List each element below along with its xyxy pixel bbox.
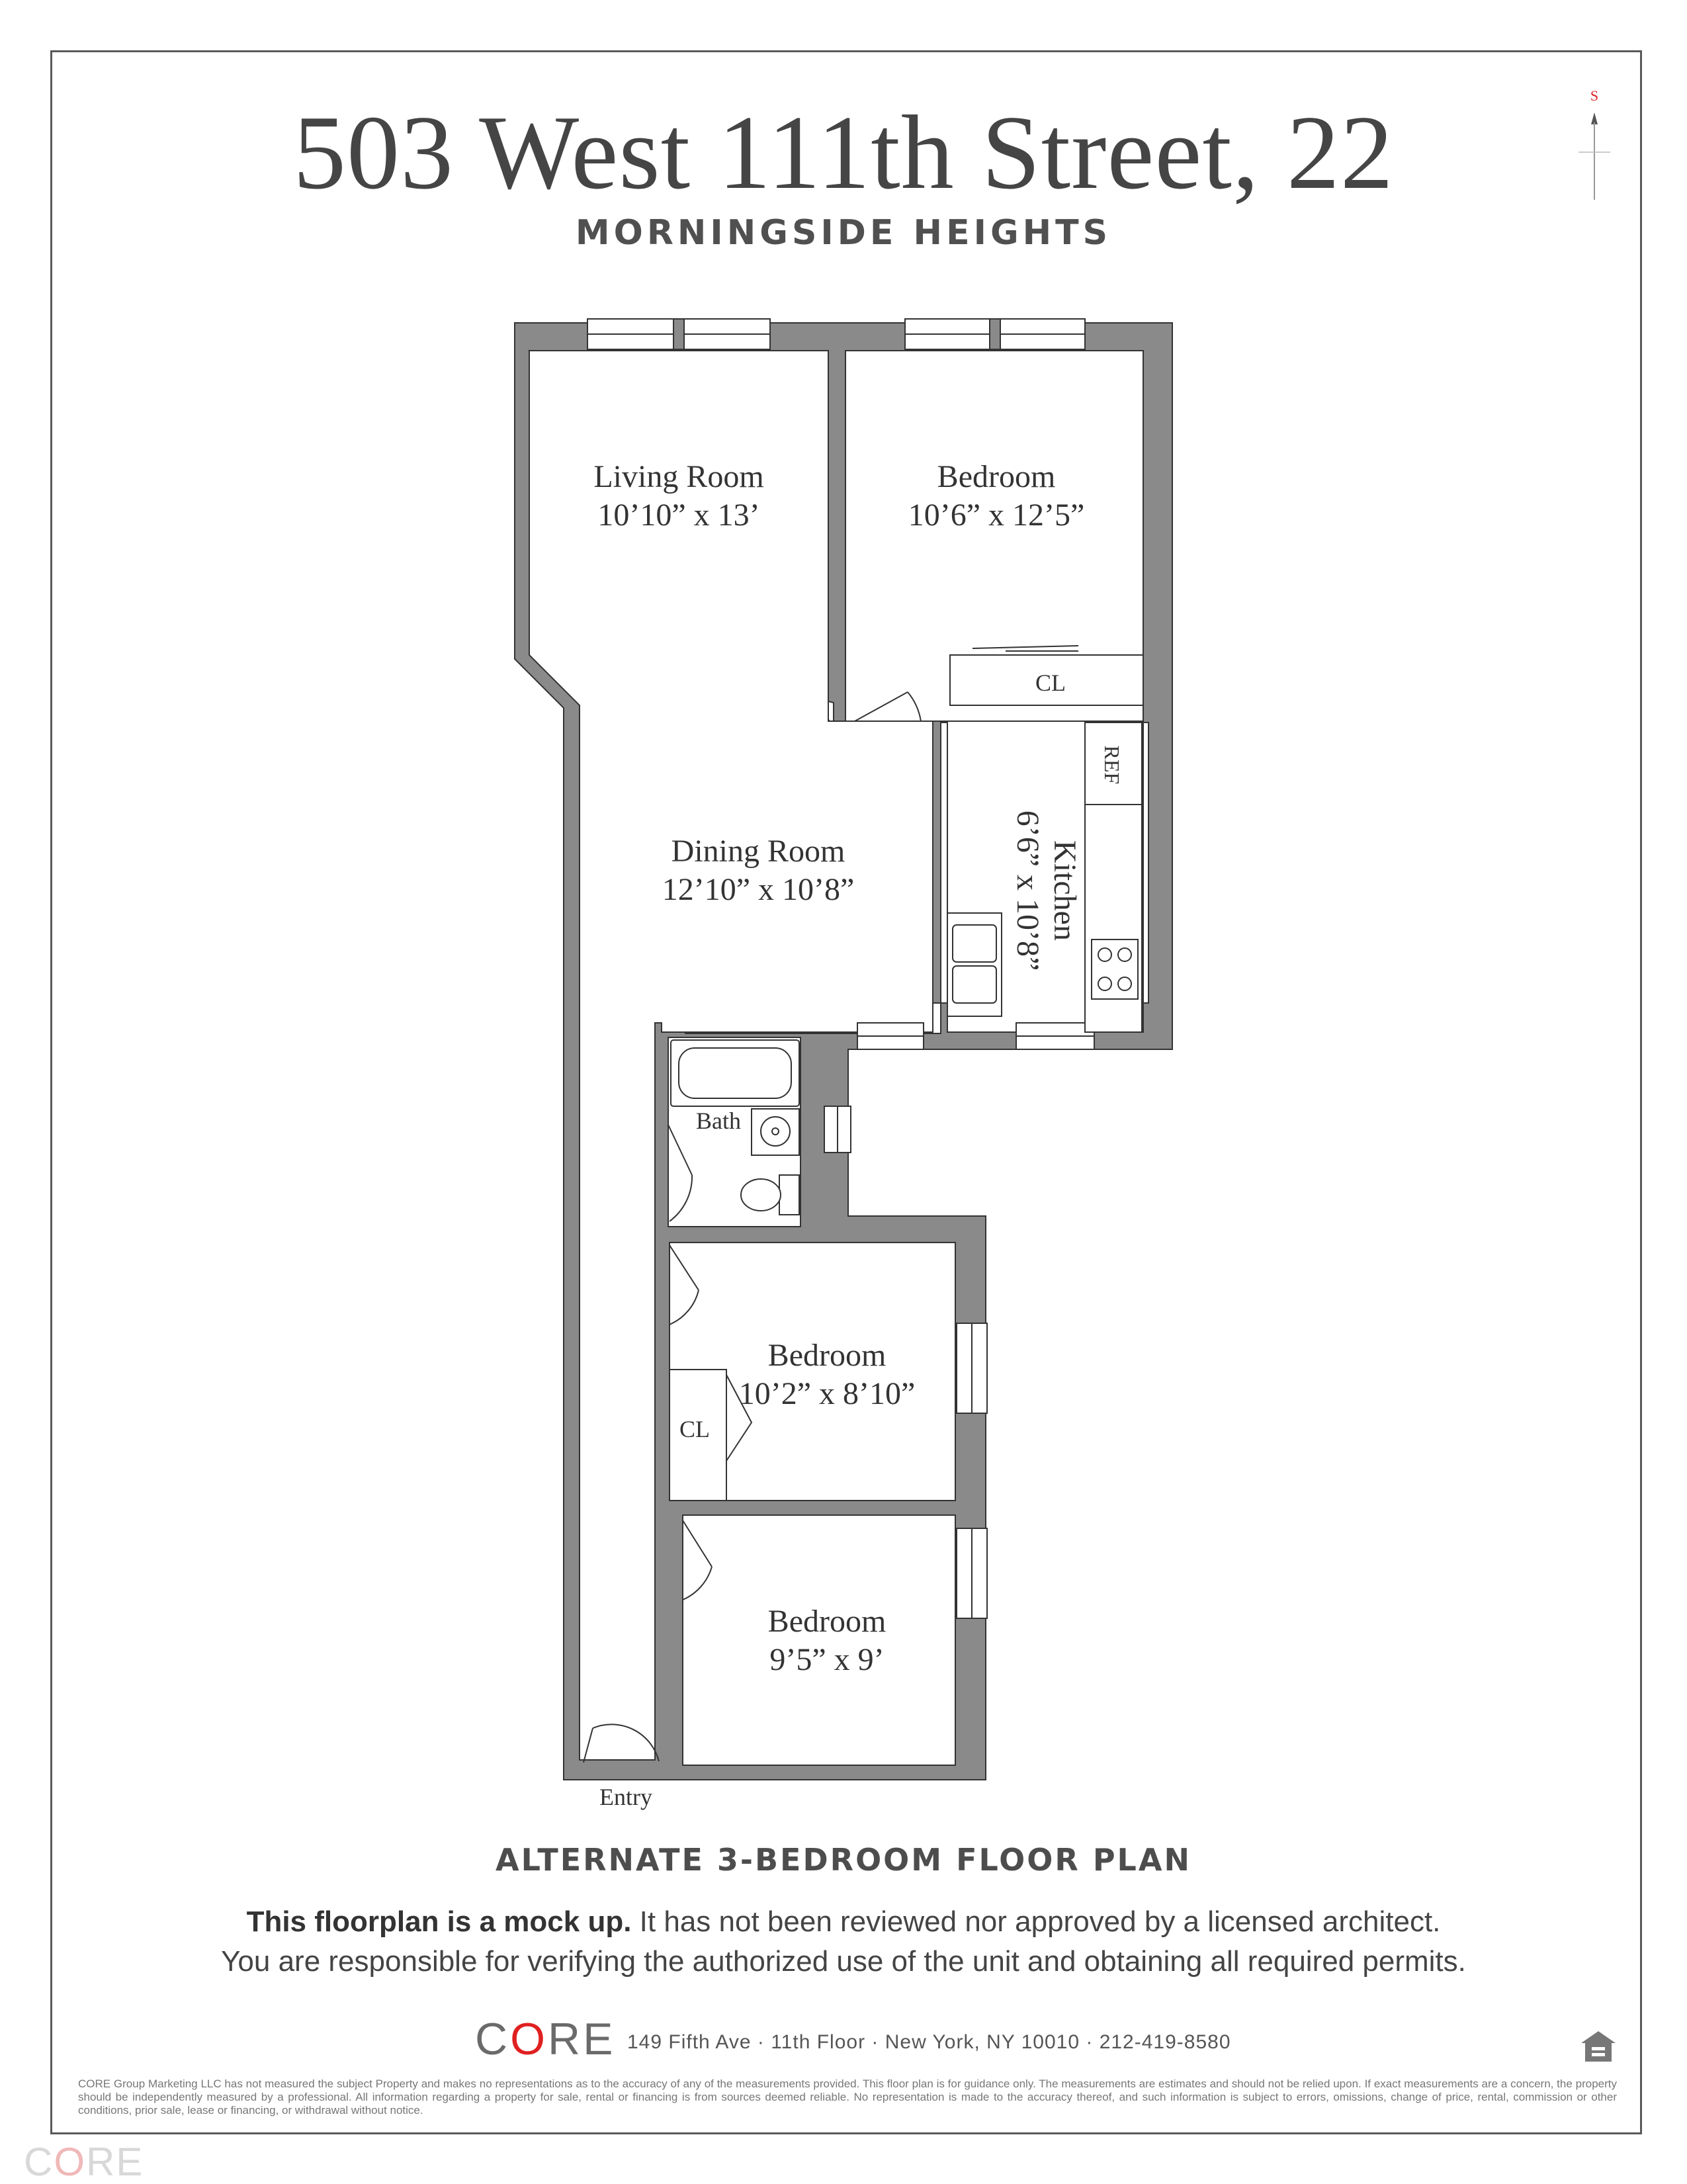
disclaimer-line-1 <box>0 1905 1687 1939</box>
neighborhood-subtitle: MORNINGSIDE HEIGHTS <box>575 213 1112 253</box>
bath-label: Bath <box>696 1108 741 1134</box>
entry-label: Entry <box>599 1784 652 1810</box>
toilet-tank <box>779 1175 799 1215</box>
plan-title: ALTERNATE 3-BEDROOM FLOOR PLAN <box>496 1842 1191 1878</box>
core-watermark-logo: CORE <box>24 2140 144 2184</box>
bedroom-2-dims: 10’2” x 8’10” <box>738 1376 916 1411</box>
living-room-name: Living Room <box>593 459 764 494</box>
toilet-bowl <box>741 1179 781 1211</box>
stove <box>1092 939 1138 999</box>
core-logo[interactable]: CORE <box>475 2014 616 2064</box>
ref-label: REF <box>1100 745 1124 785</box>
closet-1-label: CL <box>1035 670 1066 696</box>
bedroom-1-dims: 10’6” x 12’5” <box>908 498 1085 533</box>
closet-2-label: CL <box>679 1416 711 1442</box>
footer-address: 149 Fifth Ave · 11th Floor · New York, NY 10010 · 212-419-8580 <box>627 2031 1231 2053</box>
equal-housing-icon <box>1579 2029 1618 2066</box>
footer <box>0 2014 1687 2070</box>
bedroom-3-space <box>683 1515 955 1765</box>
legal-disclaimer: CORE Group Marketing LLC has not measured the subject Property and makes no representations as to the accuracy of any of the measurements provided. This floor plan is for guidance only. The measurements are estimates and should not be relied upon. If exact measurements are a concern, the property should be independently measured by a professional. All information regarding a property for sale, rental or financing is from sources deemed reliable. No representation is made to the accuracy thereof, and such information is subject to errors, omissions, change of price, rental, commission or other conditions, prior sale, lease or financing, or withdrawal without notice. <box>78 2077 1617 2117</box>
kitchen-dims: 6’6” x 10’8” <box>1010 810 1045 971</box>
compass-label: S <box>1590 87 1599 104</box>
disclaimer-line-2: You are responsible for verifying the authorized use of the unit and obtaining all required permits. <box>221 1945 1466 1978</box>
dining-room-name: Dining Room <box>671 834 845 869</box>
disclaimer-rest: It has not been reviewed nor approved by a licensed architect. <box>631 1905 1441 1938</box>
kitchen-name: Kitchen <box>1047 840 1082 941</box>
bedroom-1-name: Bedroom <box>937 459 1056 494</box>
living-room-dims: 10’10” x 13’ <box>597 498 760 533</box>
dining-room-dims: 12’10” x 10’8” <box>662 872 855 907</box>
disclaimer-bold: This floorplan is a mock up. <box>246 1905 632 1938</box>
page-title: 503 West 111th Street, 22 <box>293 93 1394 211</box>
bedroom-3-name: Bedroom <box>767 1604 887 1639</box>
bedroom-3-dims: 9’5” x 9’ <box>769 1642 885 1677</box>
bedroom-2-name: Bedroom <box>767 1338 887 1373</box>
